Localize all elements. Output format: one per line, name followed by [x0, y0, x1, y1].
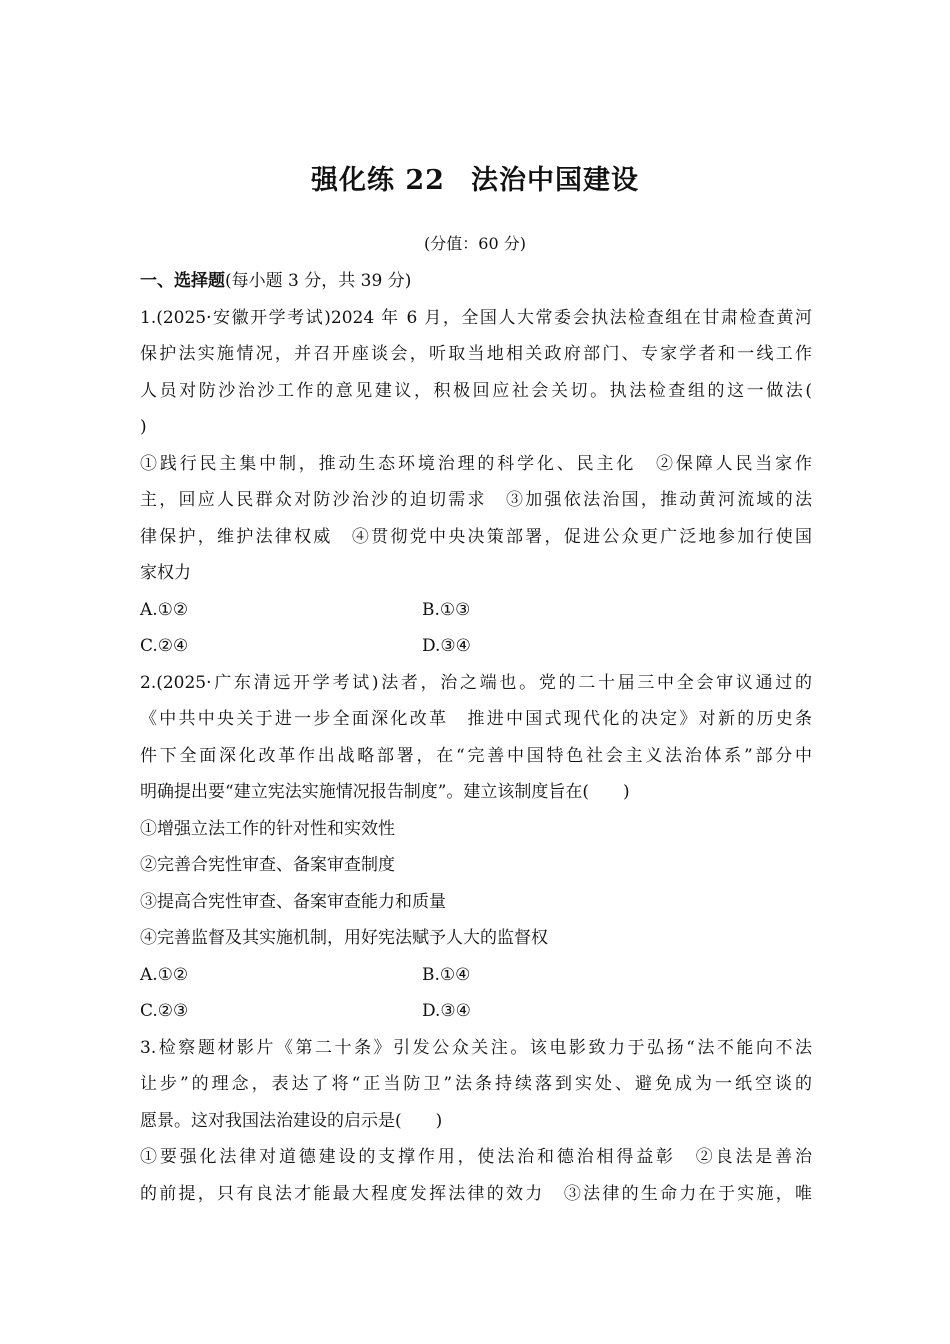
q1-line: 1.(2025·安徽开学考试)2024 年 6 月，全国人大常委会执法检查组在甘肃检查黄河 — [140, 307, 812, 328]
q3-line: ①要强化法律对道德建设的支撑作用，使法治和德治相得益彰 ②良法是善治 — [140, 1147, 812, 1167]
q3-line: 愿景。这对我国法治建设的启示是( ) — [140, 1110, 443, 1131]
section-label: 一、选择题 — [140, 271, 225, 291]
q2-line: ③提高合宪性审查、备案审查能力和质量 — [140, 891, 446, 912]
q2-option-c: C.②③ — [140, 1001, 189, 1021]
q1-line: 家权力 — [140, 563, 191, 583]
q2-option-d: D.③④ — [422, 1001, 471, 1021]
q2-options-row — [140, 993, 812, 1030]
q3-line: 让步”的理念，表达了将“正当防卫”法条持续落到实处、避免成为一纸空谈的 — [140, 1074, 812, 1094]
q1-line: 保护法实施情况，并召开座谈会，听取当地相关政府部门、专家学者和一线工作 — [140, 344, 812, 364]
question-content — [140, 263, 812, 1212]
score-note: (分值：60 分) — [424, 234, 526, 253]
q1-options-row — [140, 592, 812, 629]
q2-line: ④完善监督及其实施机制，用好宪法赋予人大的监督权 — [140, 928, 548, 948]
page-title-sub: 法治中国建设 — [470, 165, 639, 196]
q1-line: 主，回应人民群众对防沙治沙的迫切需求 ③加强依法治国，推动黄河流域的法 — [140, 490, 812, 510]
q2-line: 明确提出要“建立宪法实施情况报告制度”。建立该制度旨在( ) — [140, 782, 630, 802]
q1-option-b: B.①③ — [422, 599, 471, 620]
page-title-main: 强化练 22 — [311, 165, 445, 196]
q1-line: 人员对防沙治沙工作的意见建议，积极回应社会关切。执法检查组的这一做法( — [140, 380, 812, 401]
q1-line: ①践行民主集中制，推动生态环境治理的科学化、民主化 ②保障人民当家作 — [140, 453, 812, 474]
section-heading — [140, 263, 812, 300]
q2-line: 件下全面深化改革作出战略部署，在“完善中国特色社会主义法治体系”部分中 — [140, 745, 812, 766]
q1-line: 律保护，维护法律权威 ④贯彻党中央决策部署，促进公众更广泛地参加行使国 — [140, 526, 812, 547]
q1-line: ) — [140, 417, 147, 437]
q1-option-c: C.②④ — [140, 636, 189, 656]
q2-options-row — [140, 957, 812, 994]
q2-option-b: B.①④ — [422, 964, 471, 985]
section-note: (每小题 3 分，共 39 分) — [225, 271, 412, 291]
q1-option-a: A.①② — [140, 599, 189, 620]
q3-line: 的前提，只有良法才能最大程度发挥法律的效力 ③法律的生命力在于实施，唯 — [140, 1183, 812, 1204]
q2-line: ②完善合宪性审查、备案审查制度 — [140, 855, 395, 875]
q1-option-d: D.③④ — [422, 636, 471, 656]
q2-option-a: A.①② — [140, 964, 189, 985]
q2-line: ①增强立法工作的针对性和实效性 — [140, 818, 395, 839]
q1-options-row — [140, 628, 812, 665]
q2-line: 2.(2025·广东清远开学考试)法者，治之端也。党的二十届三中全会审议通过的 — [140, 672, 812, 693]
q3-line: 3.检察题材影片《第二十条》引发公众关注。该电影致力于弘扬“法不能向不法 — [140, 1037, 812, 1058]
page-title — [0, 158, 950, 197]
q2-line: 《中共中央关于进一步全面深化改革 推进中国式现代化的决定》对新的历史条 — [140, 709, 812, 729]
